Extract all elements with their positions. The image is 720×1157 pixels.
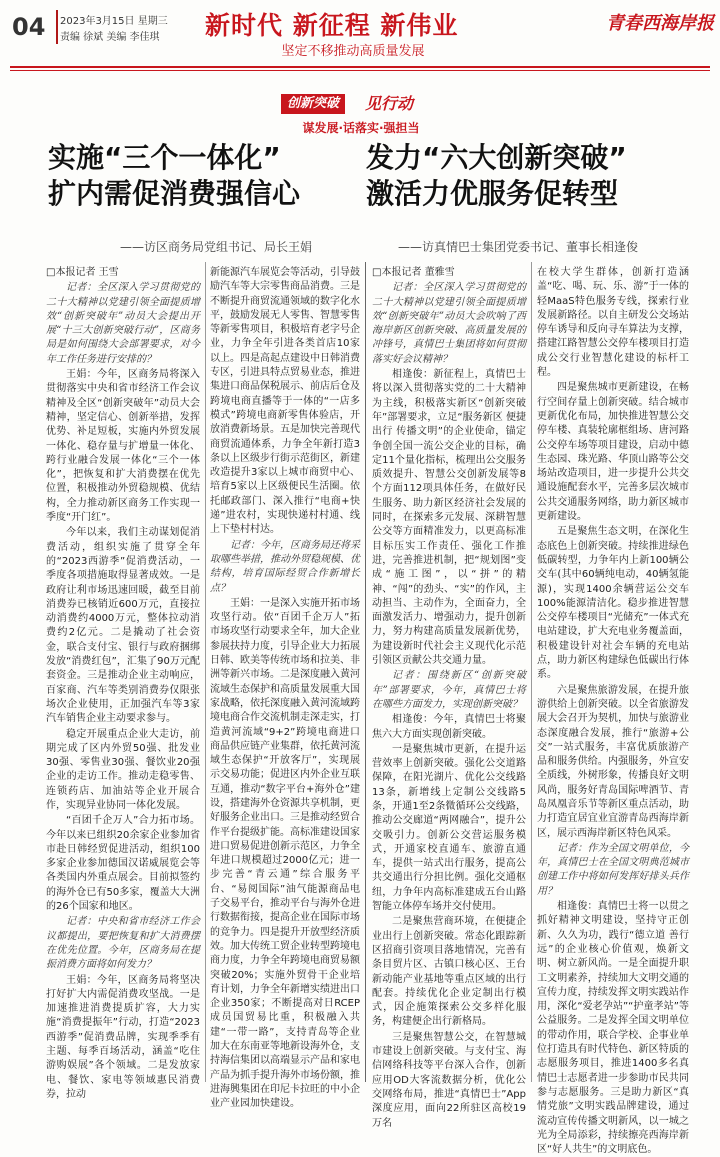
midleft-para: 王娟：一是深入实施开拓市场攻坚行动。依“百团千企万人”拓市场攻坚行动要求全年，加大企业参展扶持力度，引导企业大力拓展日韩、欧美等传统市场和拉美、非洲等新兴市场。二是深度融入黄河流域生态保护和高质量发展重大国家战略，依托深度融入黄河流域跨境电商合作交流机制走深走实，打造黄河流域“9+2”跨境电商进口商品供应链产业集群，依托黄河流域生态保护“开放客厅”，实现展示交易功能；促进区内外企业互联互通，推动“数字平台+海外仓”建设，搭建海外仓资源共享机制，更好服务企业出口。三是推动经贸合作平台提级扩能。高标准建设国家进口贸易促进创新示范区，力争全年进口规模超过2000亿元；进一步完善“青云通”综合服务平台、“易阅国际”油气能源商品电子交易平台，推动平台与海外仓进行数据衔接，提高企业在国际市场的竞争力。四是提升开放型经济质效。加大传统工贸企业转型跨境电商力度，力争全年跨境电商贸易额突破20%；实施外贸骨干企业培育计划，力争全年新增实绩进出口企业350家；不断提高对日RCEP成员国贸易比重，积极融入共建“一带一路”，支持青岛等企业加大在东南亚等地新设海外仓，支持海信集团以高端显示产品和家电产品为抓手提升海外市场份额，推进海興集团在印尼卡拉旺的中小企业产业园加快建设。 <box>210 597 360 1110</box>
header-divider <box>10 66 710 68</box>
farright-para: 六是聚焦旅游发展，在提升旅游供给上创新突破。以全省旅游发展大会召开为契机，加快与旅游业态深度融合发展，推行“旅游+公交”一站式服务，丰富优质旅游产品和服务供给。内强服务，外宣安全质线，外树形象，传播良好文明风尚，服务好青岛国际啤酒节、青岛凤凰音乐节等新区重点活动，助力打造宜居宜业宜游青岛西海岸新区，展示西海岸新区特色风采。 <box>537 684 689 839</box>
column-banner-a: 创新突破 <box>281 94 345 114</box>
right-title-line1: 发力“六大创新突破” <box>366 141 627 174</box>
right-title-line2: 激活力优服务促转型 <box>366 177 619 210</box>
midleft-question: 记者：今年，区商务局还将采取哪些举措，推动外贸稳规模、优结构，培育国际经贸合作新增长点？ <box>210 539 360 594</box>
left-para: 王娟：今年，区商务局将深入贯彻落实中央和省市经济工作会议精神及全区“创新突破年”动员大会精神，坚定信心、创新举措，发挥优势、补足短板，实施内外贸发展一体化、稳存量与扩增量一体化、跨行业融合发展一体化“三个一体化”，把恢复和扩大消费摆在优先位置，积极推动外贸稳规模、优结构，全力推动新区商务工作实现一季度“开门红”。 <box>46 369 200 524</box>
editors-line: 责编 徐斌 美编 李佳琪 <box>60 32 160 43</box>
left-para: 稳定开展重点企业大走访，前期完成了区内外贸50强、批发业30强、零售业30强、餐饮业20强企业的走访工作。推动走稳零售、连锁药店、加油站等企业开展合作，实现异业协同一体化发展。 <box>46 728 200 811</box>
date-line: 2023年3月15日 星期三 <box>60 16 168 27</box>
right-byline: ——访真情巴士集团党委书记、董事长相逢俊 <box>398 240 639 254</box>
header-divider-thin <box>10 70 710 71</box>
column-banner <box>281 94 441 114</box>
left-para: “百团千企万人”合力拓市场。今年以来已组织20余家企业参加省市赴日韩经贸促进活动，组织100多家企业参加德国汉诺威展览会等各类国内外重点展会。目前拟签约的海外仓已有50多家，覆盖大大洲的26个国家和地区。 <box>46 815 200 913</box>
right-question-1: 记者：全区深入学习贯彻党的二十大精神以党建引领全面提质增效“创新突破年”动员大会吹响了西海岸新区创新突破、高质量发展的冲锋号，真情巴士集团将如何贯彻落实好会议精神？ <box>372 282 526 365</box>
newspaper-brand-logo: 青春西海岸报 <box>606 13 714 34</box>
right-para: 三是聚焦智慧公交，在智慧城市建设上创新突破。与支付宝、海信网络科技等平台深入合作，创新应用OD大客流数据分析，优化公交网络布局，推进“真情巴士”App深度应用，面向22所驻区高校19万名 <box>372 1031 526 1129</box>
column-subtitle: 谋发展·话落实·强担当 <box>302 121 420 135</box>
right-para: 一是聚焦城市更新，在提升运营效率上创新突破。强化公交道路保障，在阳光湖片、优化公交线路13条，新增线上定制公交线路5条，开通1至2条微循环公交线路，推动公交廊道“两网融合”，提升公交吸引力。创新公交营运服务模式，开通家校直通车、旅游直通车，提供一站式出行服务，提高公共交通出行分担比例。强化交通枢纽，力争年内高标准建成五台山路智能立体停车场并交付使用。 <box>372 743 526 913</box>
right-para: 相逢俊：今年，真情巴士将聚焦六大方面实现创新突破。 <box>372 714 526 740</box>
left-reporter: □本报记者 王雪 <box>46 267 119 278</box>
farright-para: 相逢俊：真情巴士将一以贯之抓好精神文明建设，坚持守正创新、久久为功，践行“德立道 善行远”的企业核心价值观，焕新文明、树立新风尚。一是全面提升职工文明素养，持续加大文明交通的宣传力度，持续发挥文明实践站作用，深化“爱老孕站”“护童孝站”等公益服务。二是发挥全国文明单位的带动作用，联合学校、企事业单位打造具有时代特色、新区特质的志愿服务项目，推进1400多名真情巴士志愿者进一步参助市民共同参与志愿服务。三是助力新区“真情党旅”文明实践品牌建设，通过流动宣传传播文明新风，以一城之光为全局添彩，持续擦亮西海岸新区“好人共生”的文明底色。 <box>537 901 689 1156</box>
farright-para: 五是聚焦生态文明，在深化生态底色上创新突破。持续推进绿色低碳转型，力争年内上新100辆公交车(其中60辆纯电动，40辆氢能源)，实现1400余辆营运公交车100%能源清洁化。稳步推进智慧公交停车楼项目“光储充”一体式充电站建设，扩大充电业务覆盖面，积极建设针对社会车辆的充电站点，助力新区构建绿色低碳出行体系。 <box>537 526 689 681</box>
midleft-para: 新能源汽车展览会等活动，引导鼓励汽车等大宗零售商品消费。三是不断提升商贸流通领域的数字化水平，鼓励发展无人零售、智慧零售等新零售项目，积极培育老字号企业，力争全年引进各类首店10家以上。四是高起点建设中日韩消费专区，引进具特点贸易业态，推进集进口商品保税展示、前店后仓及跨境电商直播等于一体的“一店多模式”跨境电商新零售体验店，开放消费新场景。五是加快完善现代商贸流通体系，力争全年新打造3条以上区级步行街示范街区，新建改造提升3家以上城市商贸中心、培育5家以上区级便民生活圈。依托邮政部门、深入推行“电商+快递”进农村，实现快递村村通、线上下垫村村达。 <box>210 267 360 536</box>
header-slogan: 新时代 新征程 新伟业 <box>205 11 459 40</box>
left-question-1: 记者：全区深入学习贯彻党的二十大精神以党建引领全面提质增效“创新突破年”动员大会提出开展“十三大创新突破行动”，区商务局是如何围绕大会部署要求，对今年工作任务进行安排的？ <box>46 282 200 365</box>
left-question-2: 记者：中央和省市经济工作会议都提出，要把恢复和扩大消费摆在优先位置。今年，区商务局在提振消费方面将如何发力？ <box>46 916 200 971</box>
column-divider <box>205 262 206 1082</box>
left-article-col2 <box>210 266 360 1110</box>
right-article-col2 <box>537 266 689 1156</box>
right-reporter: □本报记者 董雅雪 <box>372 267 455 278</box>
left-title-line2: 扩内需促消费强信心 <box>48 177 301 210</box>
page-number: 04 <box>12 10 58 44</box>
left-title-line1: 实施“三个一体化” <box>48 141 281 174</box>
left-article-col1 <box>46 266 200 1100</box>
right-para: 二是聚焦营商环境，在便捷企业出行上创新突破。常态化跟踪新区招商引资项目落地情况，完善有条目贸片区、古镇口核心区、王台新动能产业基地等重点区域的出行配套。持续优化企业定制出行模式，因企施策探索公交多样化服务，构建便企出行新格局。 <box>372 916 526 1028</box>
farright-question: 记者：作为全国文明单位，今年，真情巴士在全国文明典范城市创建工作中将如何发挥好排头兵作用？ <box>537 842 689 897</box>
farright-para: 四是聚焦城市更新建设，在畅行空间存量上创新突破。结合城市更新优化布局，加快推进智慧公交停车楼、真装轮廓框组场、唐河路公交停车场等项目建设，启动中德生态园、珠光路、华顶山路等公交场站改造项目，进一步提升公共交通设施配套水平，完善多层次城市公共交通服务网络，助力新区城市更新建设。 <box>537 382 689 523</box>
left-byline: ——访区商务局党组书记、局长王娟 <box>120 240 313 254</box>
right-article-col1 <box>372 266 526 1129</box>
page-header <box>0 0 720 78</box>
column-banner-b: 见行动 <box>365 94 414 113</box>
left-para: 今年以来，我们主动谋划促消费活动，组织实施了贯穿全年的“2023西游季”促消费活动，一季度各项措施取得显著成效。一是政府让利市场迅速回暖，截至目前消费券已核销近600万元，直接拉动消费约4000万元，整体拉动消费约2亿元。二是撬动了社会资金，联合支付宝、银行与政府捆绑发放“消费红包”，汇集了90万元配套资金。三是推动企业主动响应，百家商、汽车等类别消费券仅限张场次企业使用，正加强汽车等3家汽车销售企业主动要求参与。 <box>46 527 200 725</box>
column-divider <box>531 262 532 1082</box>
header-subslogan: 坚定不移推动高质量发展 <box>281 44 425 59</box>
right-para: 相逢俊：新征程上，真情巴士将以深入贯彻落实党的二十大精神为主线，积极落实新区“创新突破年”部署要求，立足“服务新区 便捷出行 传播文明”的企业使命，锚定争创全国一流公交企业的目标，确定11个量化指标，梳理出公交服务质效提升、智慧公交创新发展等8个方面112项具体任务，在做好民生服务、助力新区经济社会发展的同时，在探索多元发展、深耕智慧公交等方面精准发力，以更高标准目标压实工作责任、强化工作推进，完善推进机制，把“规划图”变成“施工图”，以“拼”的精神、“闯”的劲头、“实”的作风，主动担当、主动作为，全面奋力，全面激发活力、增强动力，提升创新力，努力构建高质量发展新优势，为建设新时代社会主义现代化示范引领区贡献公共交通力量。 <box>372 369 526 667</box>
farright-para: 在校大学生群体，创新打造涵盖“吃、喝、玩、乐、游”于一体的轻MaaS特色服务专线，探索行业发展新路径。以自主研发公交场站停车诱导和反向寻车算法为支撑，搭建江路智慧公交停车楼项目打造成公交行业智慧化建设的标杆工程。 <box>537 267 689 379</box>
left-para: 王娟：今年，区商务局将坚决打好扩大内需促消费攻坚战。一是加速推进消费提质扩容，大力实施“消费提振年”行动，打造“2023西游季”促消费品牌，实现季季有主题、每季百场活动，涵盖“吃住游购娱展”各个领域。二是发放家电、餐饮、家电等领域惠民消费券，拉动 <box>46 974 200 1100</box>
article-divider <box>365 262 366 1082</box>
right-question-2: 记者：围绕新区“创新突破年”部署要求，今年，真情巴士将在哪些方面发力，实现创新突破？ <box>372 670 526 710</box>
